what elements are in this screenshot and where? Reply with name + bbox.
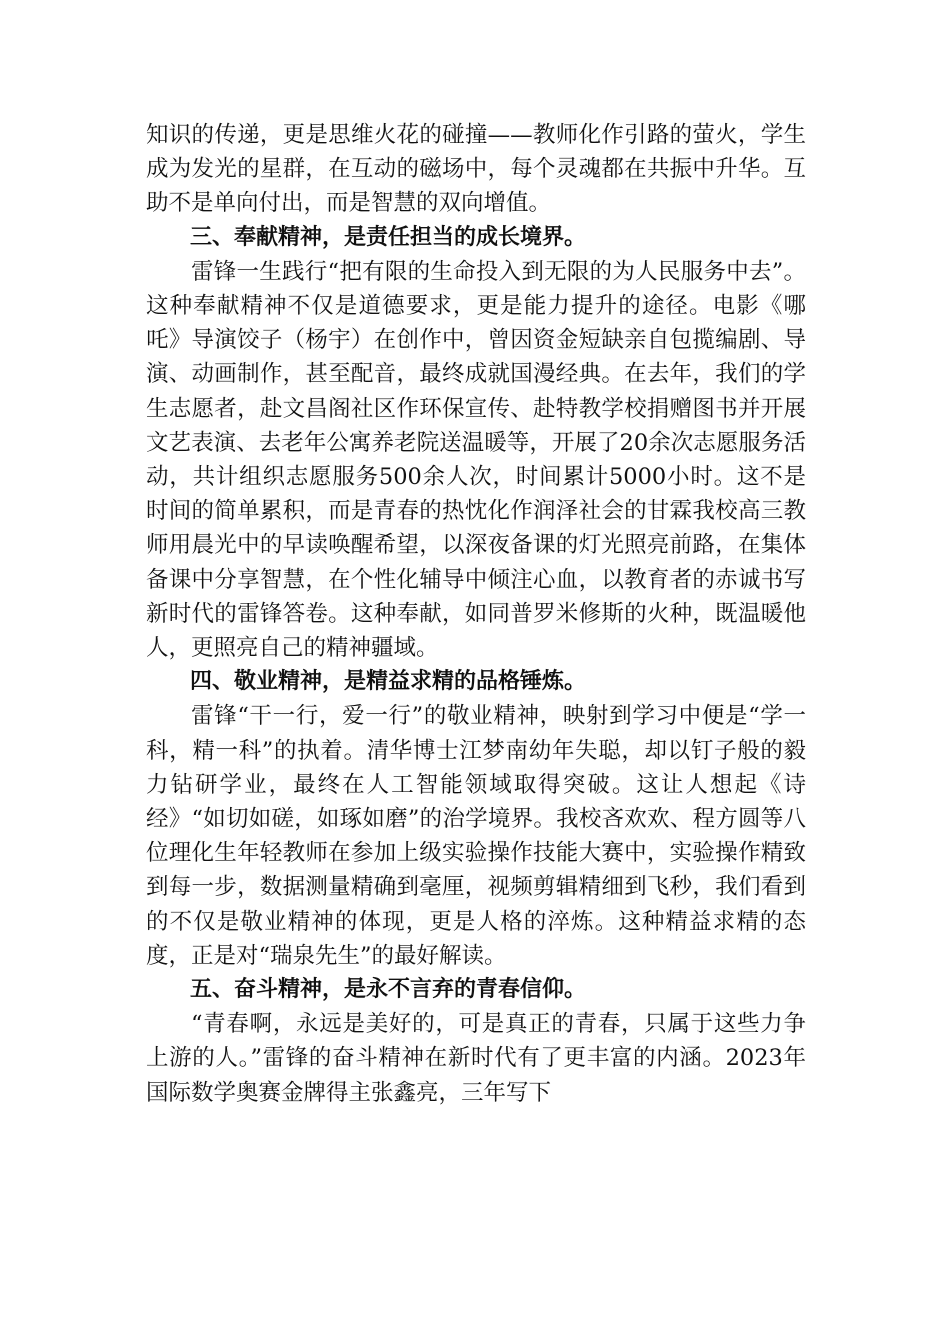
- section-heading-professionalism: 四、敬业精神，是精益求精的品格锤炼。: [190, 669, 587, 695]
- paragraph-professionalism: 雷锋“干一行，爱一行”的敬业精神，映射到学习中便是“学一科，精一科”的执着。清华博士江梦南幼年失聪，却以钉子般的毅力钻研学业，最终在人工智能领域取得突破。这让人想起《诗经》“如切如磋，如琢如磨”的治学境界。我校吝欢欢、程方圆等八位理化生年轻教师在参加上级实验操作技能大赛中，实验操作精致到每一步，数据测量精确到毫厘，视频剪辑精细到飞秒，我们看到的不仅是敬业精神的体现，更是人格的淬炼。这种精益求精的态度，正是对“瑞泉先生”的最好解读。: [146, 703, 806, 969]
- paragraph-dedication: 雷锋一生践行“把有限的生命投入到无限的为人民服务中去”。这种奉献精神不仅是道德要求，更是能力提升的途径。电影《哪吒》导演饺子（杨宇）在创作中，曾因资金短缺亲自包揽编剧、导演、动画制作，甚至配音，最终成就国漫经典。在去年，我们的学生志愿者，赴文昌阁社区作环保宣传、赴特教学校捐赠图书并开展文艺表演、去老年公寓养老院送温暖等，开展了20余次志愿服务活动，共计组织志愿服务500余人次，时间累计5000小时。这不是时间的简单累积，而是青春的热忱化作润泽社会的甘霖我校高三教师用晨光中的早读唤醒希望，以深夜备课的灯光照亮前路，在集体备课中分享智慧，在个性化辅导中倾注心血，以教育者的赤诚书写新时代的雷锋答卷。这种奉献，如同普罗米修斯的火种，既温暖他人，更照亮自己的精神疆域。: [146, 258, 806, 662]
- paragraph-continued: 知识的传递，更是思维火花的碰撞——教师化作引路的萤火，学生成为发光的星群，在互动的磁场中，每个灵魂都在共振中升华。互助不是单向付出，而是智慧的双向增值。: [146, 122, 806, 217]
- paragraph-striving: “青春啊，永远是美好的，可是真正的青春，只属于这些力争上游的人。”雷锋的奋斗精神在新时代有了更丰富的内涵。2023年国际数学奥赛金牌得主张鑫亮，三年写下: [146, 1011, 806, 1106]
- section-heading-dedication: 三、奉献精神，是责任担当的成长境界。: [190, 224, 587, 250]
- document-page: [146, 118, 806, 1110]
- section-heading-striving: 五、奋斗精神，是永不言弃的青春信仰。: [190, 977, 587, 1003]
